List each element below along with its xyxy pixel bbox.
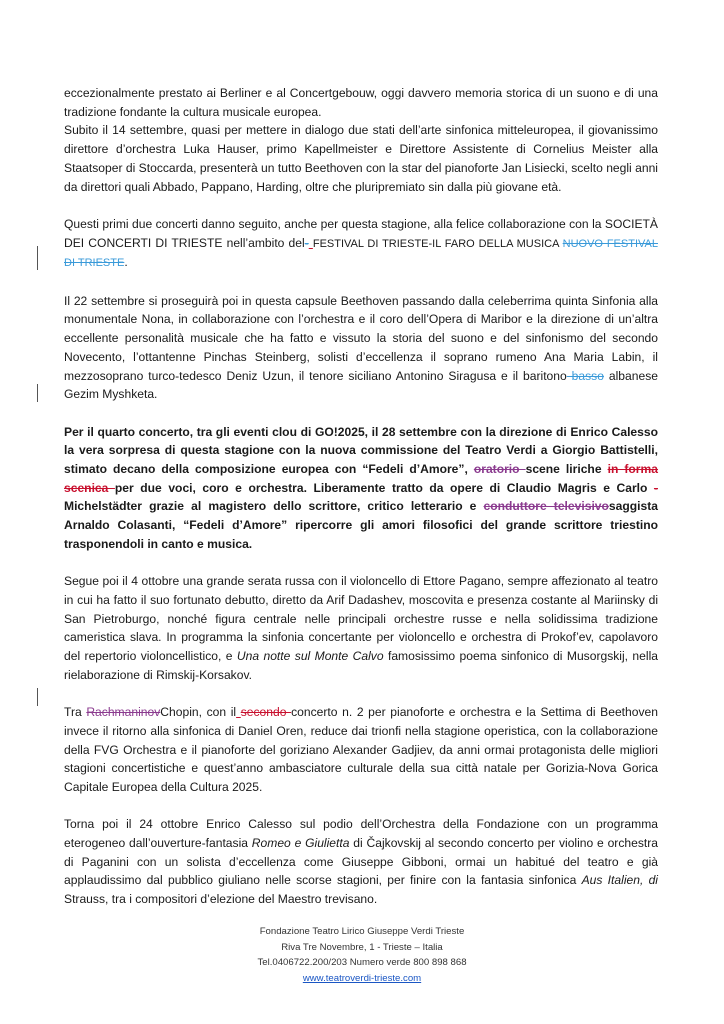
text: Per il quarto concerto, tra gli eventi clou di GO!2025, il 28 settembre con la direzione di Enrico Calesso la vera sorpresa di questa stagione con la nuova commissione del Teatro Verdi a Giorgio Battistelli, stimato decano della composizione europea con “Fedeli d’Amore”,: [64, 424, 658, 477]
paragraph-7: [64, 815, 658, 909]
tracked-deletion: oratorio: [473, 462, 526, 477]
paragraph-1: [64, 84, 658, 196]
tracked-deletion: NUOVO FESTIVAL DI TRIESTE: [64, 237, 658, 270]
change-bar: [37, 246, 38, 270]
text: Il 22 settembre si proseguirà poi in questa capsule Beethoven passando dalla celeberrima quinta Sinfonia alla monumentale Nona, in collaborazione con l’orchestra e il coro dell’Opera di Maribor e la direzione di un’altra eccellente personalità musicale che ha fatto e vissuto la storia del suono e del sinfonismo del secondo Novecento, l’ottantenne Pinchas Steinberg, solisti d’eccellenza il soprano rumeno Ana Maria Labin, il mezzosoprano turco-tedesco Deniz Uzun, il tenore siciliano Antonino Siragusa e il baritono: [64, 293, 658, 383]
text: Michelstädter grazie al magistero dello scrittore, critico letterario e: [64, 499, 484, 514]
text: Segue poi il 4 ottobre una grande serata russa con il violoncello di Ettore Pagano, sempre affezionato al teatro in cui ha fatto il suo fortunato debutto, diretto da Arif Dadashev, moscovita e presenza costante al Mariinsky di San Pietroburgo, nonché figura centrale nelle principali orchestre russe e nella solidissima tradizione cameristica slava. In programma la sinfonia concertante per violoncello e orchestra di Prokof’ev, capolavoro del repertorio violoncellistico, e: [64, 574, 658, 664]
text: per due voci, coro e orchestra. Liberamente tratto da opere di Claudio Magris e Carlo: [114, 480, 654, 495]
change-bar: [37, 384, 38, 402]
text: FESTIVAL DI TRIESTE-IL FARO DELLA MUSICA: [312, 237, 563, 250]
document-body: [64, 84, 658, 909]
footer-address: Riva Tre Novembre, 1 - Trieste – Italia: [281, 941, 443, 953]
paragraph-2: [64, 215, 658, 273]
paragraph-6: [64, 703, 658, 797]
text: Questi primi due concerti danno seguito, anche per questa stagione, alla felice collaborazione con la SOCIETÀ DEI CONCERTI DI TRIESTE nell’ambito del: [64, 216, 658, 250]
text: concerto n. 2 per pianoforte e orchestra e la Settima di Beethoven invece il ritorno alla sinfonica di Daniel Oren, reduce dai trionfi nella stagione operistica, con la collaborazione della FVG Orchestra e il pianoforte del goriziano Alexander Gadjiev, da anni ormai protagonista delle migliori stagioni concertistiche e quest’anno ambasciatore culturale della sua città natale per Gorizia-Nova Gorica Capitale Europea della Cultura 2025.: [64, 705, 658, 794]
text: scene liriche: [525, 462, 608, 477]
text: .: [124, 255, 128, 270]
text: Torna poi il 24 ottobre Enrico Calesso sul podio dell’Orchestra della Fondazione con un programma eterogeneo dall’ouverture-fantasia: [64, 817, 658, 851]
tracked-deletion: Rachmaninov: [86, 705, 161, 720]
text: albanese Gezim Myshketa.: [64, 368, 658, 402]
text: Tra: [64, 705, 87, 720]
footer-organization: Fondazione Teatro Lirico Giuseppe Verdi Trieste: [259, 926, 465, 937]
text: Chopin, con il: [160, 705, 237, 720]
work-title: Una notte sul Monte Calvo: [236, 649, 384, 664]
tracked-deletion: in forma scenica: [64, 462, 658, 495]
work-title: Romeo e Giulietta: [251, 836, 350, 851]
tracked-deletion: -: [304, 235, 309, 250]
tracked-deletion: conduttore televisivo: [483, 499, 609, 514]
change-bar: [37, 688, 38, 706]
tracked-deletion: -: [653, 480, 658, 495]
paragraph-5: [64, 572, 658, 684]
footer-website-link[interactable]: www.teatroverdi-trieste.com: [302, 972, 422, 984]
text: Subito il 14 settembre, quasi per mettere in dialogo due stati dell’arte sinfonica mitteleuropea, il giovanissimo direttore d’orchestra Luka Hauser, primo Kapellmeister e Direttore Assistente di Cornelius Meister alla Staatsoper di Stoccarda, presenterà un tutto Beethoven con la star del pianoforte Jan Lisiecki, scelto negli anni da direttori quali Abbado, Pappano, Harding, oltre che pluripremiato sin dalla più giovane età.: [64, 123, 658, 194]
footer-phone: Tel.0406722.200/203 Numero verde 800 898 868: [257, 957, 467, 968]
text: eccezionalmente prestato ai Berliner e al Concertgebouw, oggi davvero memoria storica di un suono e di una tradizione fondante la cultura musicale europea.: [64, 86, 658, 119]
paragraph-4: [64, 423, 658, 554]
text: famosissimo poema sinfonico di Musorgskij, nella rielaborazione di Rimskij-Korsakov.: [64, 649, 658, 682]
tracked-deletion: secondo: [240, 705, 292, 720]
work-title: Aus Italien, di: [581, 873, 658, 888]
tracked-deletion: basso: [566, 368, 604, 383]
text: saggista Arnaldo Colasanti, “Fedeli d’Amore” ripercorre gli amori filosofici del grande scrittore triestino trasponendoli in canto e musica.: [64, 499, 658, 551]
text: Strauss, tra i compositori d’elezione del Maestro trevisano.: [64, 892, 378, 907]
paragraph-3: [64, 292, 658, 404]
page-footer: [0, 924, 724, 986]
text: di Čajkovskij al secondo concerto per violino e orchestra di Paganini con un solista d’eccellenza come Giuseppe Gibboni, ormai un habitué del teatro e già applaudissimo dal pubblico giuliano nelle scorse stagioni, per finire con la fantasia sinfonica: [64, 836, 658, 888]
